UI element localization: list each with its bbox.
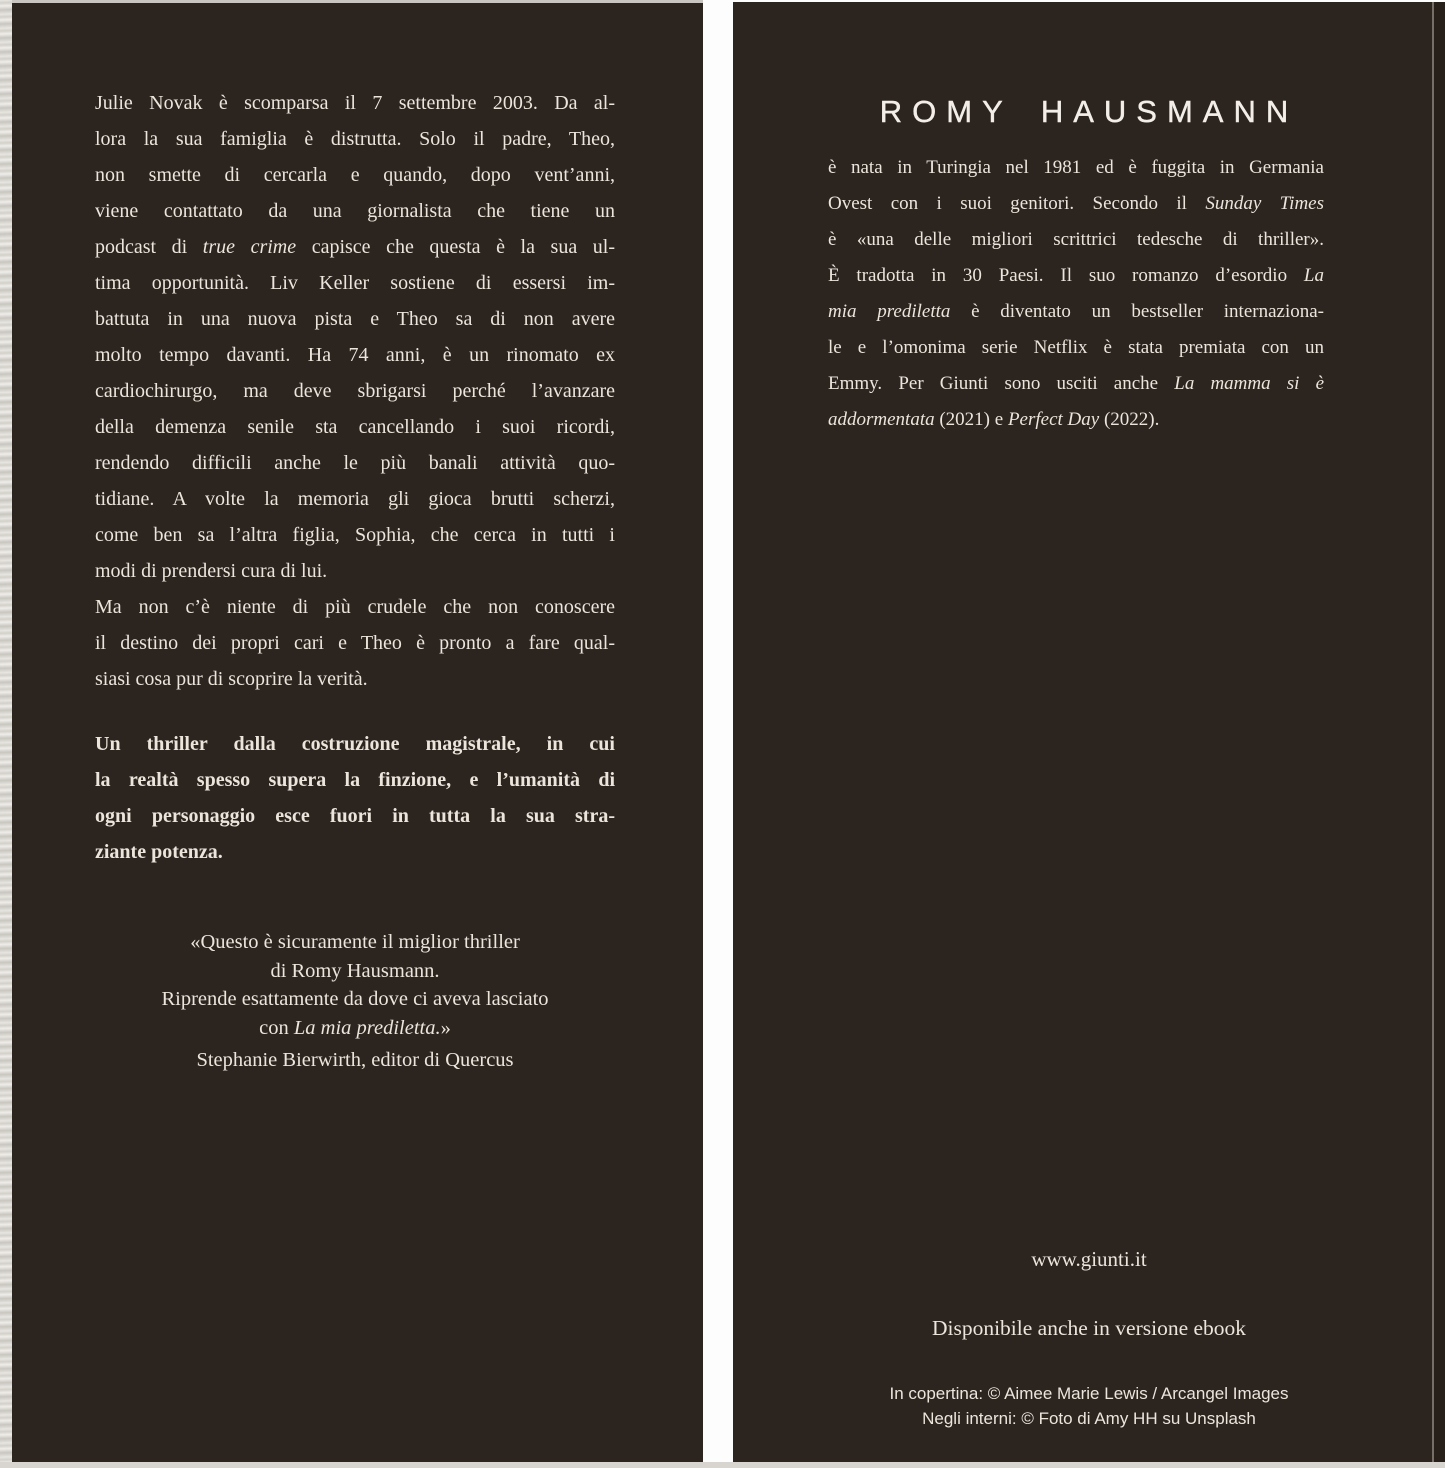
credit-line: In copertina: © Aimee Marie Lewis / Arcangel Images	[889, 1384, 1289, 1403]
review-quote-line: con La mia prediletta.»	[259, 1016, 451, 1039]
review-quote-line: Riprende esattamente da dove ci aveva lasciato	[161, 988, 549, 1010]
author-bio-line: Emmy. Per Giunti sono usciti anche La mamma si è	[828, 373, 1324, 394]
photo-credits	[733, 1384, 1445, 1434]
synopsis-line: della demenza senile sta cancellando i suoi ricordi,	[95, 416, 615, 438]
author-bio-line: è «una delle migliori scrittrici tedesche di thriller».	[828, 229, 1324, 250]
synopsis-line: battuta in una nuova pista e Theo sa di non avere	[95, 308, 615, 330]
editorial-note-line: ziante potenza.	[95, 841, 223, 863]
paper-edge-texture	[0, 0, 12, 1468]
jacket-fold-highlight	[1432, 2, 1434, 1462]
synopsis-line: come ben sa l’altra figlia, Sophia, che cerca in tutti i	[95, 524, 615, 546]
editorial-note-text	[95, 733, 615, 877]
author-bio-line: è nata in Turingia nel 1981 ed è fuggita in Germania	[828, 157, 1324, 178]
author-bio-line: È tradotta in 30 Paesi. Il suo romanzo d’esordio La	[828, 265, 1324, 286]
synopsis-line: molto tempo davanti. Ha 74 anni, è un rinomato ex	[95, 344, 615, 366]
synopsis-line: lora la sua famiglia è distrutta. Solo il padre, Theo,	[95, 128, 615, 150]
author-bio-text	[828, 157, 1324, 445]
review-quote-line: di Romy Hausmann.	[270, 959, 440, 982]
synopsis-line: tidiane. A volte la memoria gli gioca brutti scherzi,	[95, 488, 615, 510]
review-quote-line: «Questo è sicuramente il miglior thriller	[190, 931, 520, 953]
synopsis-line: viene contattato da una giornalista che tiene un	[95, 200, 615, 222]
author-name-heading: ROMY HAUSMANN	[879, 94, 1299, 129]
review-quote	[55, 931, 655, 1045]
synopsis-line: cardiochirurgo, ma deve sbrigarsi perché l’avanzare	[95, 380, 615, 402]
ebook-availability-note: Disponibile anche in versione ebook	[931, 1316, 1247, 1340]
synopsis-line: modi di prendersi cura di lui.	[95, 560, 328, 582]
left-flap-panel	[12, 3, 703, 1462]
author-bio-line: le e l’omonima serie Netflix è stata premiata con un	[828, 337, 1324, 358]
editorial-note-line: Un thriller dalla costruzione magistrale, in cui	[95, 733, 615, 755]
editorial-note-line: la realtà spesso supera la finzione, e l’umanità di	[95, 769, 615, 791]
author-bio-line: addormentata (2021) e Perfect Day (2022).	[828, 409, 1160, 430]
synopsis-line: rendendo difficili anche le più banali attività quo-	[95, 452, 615, 474]
publisher-website: www.giunti.it	[1031, 1247, 1147, 1271]
editorial-note-line: ogni personaggio esce fuori in tutta la sua stra-	[95, 805, 615, 827]
credit-line: Negli interni: © Foto di Amy HH su Unsplash	[922, 1409, 1256, 1428]
synopsis-line: il destino dei propri cari e Theo è pronto a fare qual-	[95, 632, 615, 654]
quote-attribution: Stephanie Bierwirth, editor di Quercus	[196, 1049, 514, 1071]
synopsis-line: tima opportunità. Liv Keller sostiene di essersi im-	[95, 272, 615, 294]
paper-bottom-edge	[0, 1462, 1445, 1468]
author-bio-line: Ovest con i suoi genitori. Secondo il Sunday Times	[828, 193, 1324, 214]
synopsis-line: Julie Novak è scomparsa il 7 settembre 2003. Da al-	[95, 92, 615, 114]
right-flap-panel	[733, 2, 1445, 1462]
synopsis-text	[95, 92, 615, 704]
jacket-fold-shadow	[1434, 2, 1445, 1462]
synopsis-line: non smette di cercarla e quando, dopo vent’anni,	[95, 164, 615, 186]
synopsis-line: siasi cosa pur di scoprire la verità.	[95, 668, 368, 690]
synopsis-line: podcast di true crime capisce che questa è la sua ul-	[95, 236, 615, 258]
synopsis-line: Ma non c’è niente di più crudele che non conoscere	[95, 596, 615, 618]
author-bio-line: mia prediletta è diventato un bestseller internaziona-	[828, 301, 1324, 322]
